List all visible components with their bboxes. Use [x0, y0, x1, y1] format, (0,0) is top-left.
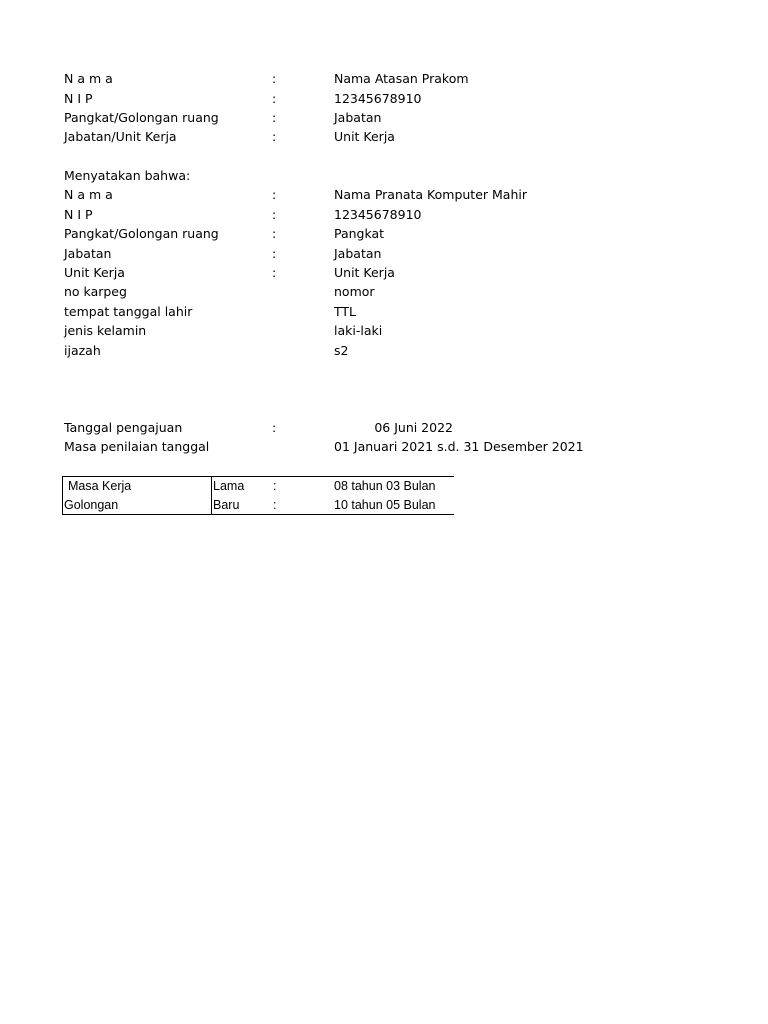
field-label: N a m a [64, 71, 113, 86]
field-colon: : [272, 91, 277, 106]
table-divider [211, 477, 212, 514]
field-value: 12345678910 [334, 207, 422, 222]
table-cell-value: 10 tahun 05 Bulan [334, 498, 436, 512]
menyatakan-row-nama [0, 185, 768, 204]
field-label: Unit Kerja [64, 265, 125, 280]
table-cell-left: Golongan [64, 498, 119, 512]
field-value: Jabatan [334, 110, 382, 125]
masa-kerja-table [62, 476, 454, 515]
field-label: Pangkat/Golongan ruang [64, 226, 219, 241]
menyatakan-row-ttl [0, 302, 768, 321]
menyatakan-row-pangkat [0, 224, 768, 243]
field-label: N I P [64, 91, 93, 106]
field-colon: : [272, 420, 277, 435]
field-label: tempat tanggal lahir [64, 304, 193, 319]
field-value: 12345678910 [334, 91, 422, 106]
field-colon: : [272, 265, 277, 280]
field-colon: : [272, 110, 277, 125]
field-value: Unit Kerja [334, 129, 395, 144]
field-label: no karpeg [64, 284, 127, 299]
field-value: s2 [334, 343, 349, 358]
menyatakan-heading [0, 166, 768, 185]
field-value: Jabatan [334, 246, 382, 261]
field-label: Jabatan/Unit Kerja [64, 129, 177, 144]
menyatakan-row-unit-kerja [0, 263, 768, 282]
field-label: Masa penilaian tanggal [64, 439, 210, 454]
field-value: TTL [334, 304, 357, 319]
atasan-row-pangkat [0, 108, 768, 127]
field-colon: : [272, 207, 277, 222]
field-colon: : [272, 226, 277, 241]
field-colon: : [272, 246, 277, 261]
field-value: Pangkat [334, 226, 385, 241]
field-value: laki-laki [334, 323, 383, 338]
field-label: Tanggal pengajuan [64, 420, 183, 435]
field-colon: : [272, 187, 277, 202]
menyatakan-row-ijazah [0, 341, 768, 360]
tanggal-pengajuan-value: 06 Juni 2022 [374, 420, 453, 435]
section-heading: Menyatakan bahwa: [64, 168, 191, 183]
menyatakan-row-nip [0, 205, 768, 224]
table-cell-value: 08 tahun 03 Bulan [334, 479, 436, 493]
field-label: Pangkat/Golongan ruang [64, 110, 219, 125]
field-colon: : [272, 71, 277, 86]
atasan-row-jabatan-unit [0, 127, 768, 146]
field-label: Jabatan [64, 246, 112, 261]
table-cell-type: Baru [213, 498, 240, 512]
menyatakan-row-jenis-kelamin [0, 321, 768, 340]
table-cell-colon: : [273, 479, 277, 493]
field-label: jenis kelamin [64, 323, 147, 338]
field-value: Nama Atasan Prakom [334, 71, 469, 86]
field-label: N I P [64, 207, 93, 222]
field-value: Unit Kerja [334, 265, 395, 280]
masa-penilaian-row [0, 437, 768, 456]
field-label: N a m a [64, 187, 113, 202]
table-cell-colon: : [273, 498, 277, 512]
masa-penilaian-value: 01 Januari 2021 s.d. 31 Desember 2021 [334, 439, 584, 454]
field-value: Nama Pranata Komputer Mahir [334, 187, 527, 202]
menyatakan-row-karpeg [0, 282, 768, 301]
field-value: nomor [334, 284, 375, 299]
table-cell-type: Lama [213, 479, 245, 493]
atasan-row-nip [0, 89, 768, 108]
menyatakan-row-jabatan [0, 244, 768, 263]
field-label: ijazah [64, 343, 101, 358]
field-colon: : [272, 129, 277, 144]
atasan-row-nama [0, 69, 768, 88]
tanggal-pengajuan-row [0, 418, 768, 437]
table-cell-left: Masa Kerja [68, 479, 132, 493]
